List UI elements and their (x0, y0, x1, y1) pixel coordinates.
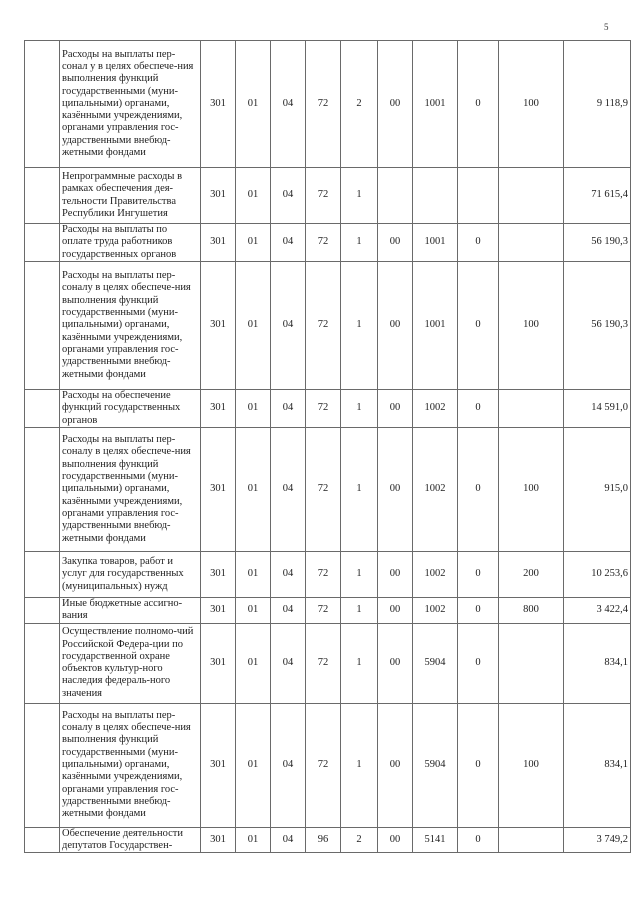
code-cell: 301 (201, 623, 236, 703)
code-cell: 1 (341, 390, 378, 428)
expense-name-cell: Расходы на выплаты пер-соналу в целях обеспече-ния выполнения функций государственными (муни-ципальными) органами, казёнными учреждениями, органами управления гос-ударственными внебюд-жетными фондами (60, 428, 201, 552)
code-cell: 1 (341, 598, 378, 624)
amount-cell: 10 253,6 (564, 552, 631, 598)
expense-name-cell: Расходы на выплаты по оплате труда работников государственных органов (60, 224, 201, 262)
code-cell: 1 (341, 552, 378, 598)
empty-cell (25, 41, 60, 168)
code-cell: 1002 (413, 428, 458, 552)
code-cell: 00 (378, 827, 413, 853)
amount-cell: 3 749,2 (564, 827, 631, 853)
code-cell (499, 168, 564, 224)
code-cell: 01 (236, 41, 271, 168)
code-cell: 1002 (413, 390, 458, 428)
code-cell: 01 (236, 703, 271, 827)
code-cell: 301 (201, 703, 236, 827)
empty-cell (25, 598, 60, 624)
code-cell: 01 (236, 224, 271, 262)
code-cell: 00 (378, 262, 413, 390)
expense-name-cell: Расходы на выплаты пер-соналу в целях обеспече-ния выполнения функций государственными (муни-ципальными) органами, казёнными учреждениями, органами управления гос-ударственными внебюд-жетными фондами (60, 703, 201, 827)
expense-name-cell: Обеспечение деятельности депутатов Государствен- (60, 827, 201, 853)
code-cell: 1002 (413, 552, 458, 598)
code-cell: 100 (499, 703, 564, 827)
code-cell: 00 (378, 623, 413, 703)
code-cell: 72 (306, 598, 341, 624)
code-cell: 04 (271, 552, 306, 598)
table-row (25, 827, 631, 853)
code-cell (499, 390, 564, 428)
code-cell: 04 (271, 703, 306, 827)
code-cell: 1 (341, 168, 378, 224)
expense-name-cell: Осуществление полномо-чий Российской Федера-ции по государственной охране объектов культур-ного наследия федераль-ного значения (60, 623, 201, 703)
table-row (25, 262, 631, 390)
code-cell: 72 (306, 262, 341, 390)
code-cell: 0 (458, 827, 499, 853)
page-number: 5 (604, 22, 609, 32)
code-cell: 01 (236, 623, 271, 703)
code-cell: 04 (271, 598, 306, 624)
empty-cell (25, 552, 60, 598)
amount-cell: 14 591,0 (564, 390, 631, 428)
code-cell: 301 (201, 224, 236, 262)
code-cell: 96 (306, 827, 341, 853)
amount-cell: 3 422,4 (564, 598, 631, 624)
code-cell (378, 168, 413, 224)
code-cell: 301 (201, 428, 236, 552)
table-row (25, 390, 631, 428)
code-cell: 72 (306, 41, 341, 168)
code-cell: 00 (378, 703, 413, 827)
code-cell (413, 168, 458, 224)
empty-cell (25, 703, 60, 827)
code-cell: 04 (271, 41, 306, 168)
code-cell: 01 (236, 552, 271, 598)
code-cell: 1002 (413, 598, 458, 624)
code-cell (458, 168, 499, 224)
amount-cell: 9 118,9 (564, 41, 631, 168)
code-cell: 72 (306, 428, 341, 552)
code-cell: 800 (499, 598, 564, 624)
code-cell: 04 (271, 390, 306, 428)
code-cell: 00 (378, 41, 413, 168)
code-cell: 100 (499, 262, 564, 390)
code-cell: 72 (306, 552, 341, 598)
code-cell: 301 (201, 41, 236, 168)
code-cell: 00 (378, 390, 413, 428)
code-cell: 04 (271, 428, 306, 552)
code-cell: 0 (458, 703, 499, 827)
code-cell (499, 827, 564, 853)
code-cell: 0 (458, 428, 499, 552)
code-cell: 01 (236, 827, 271, 853)
code-cell: 72 (306, 703, 341, 827)
code-cell: 01 (236, 598, 271, 624)
amount-cell: 71 615,4 (564, 168, 631, 224)
empty-cell (25, 428, 60, 552)
empty-cell (25, 623, 60, 703)
expense-name-cell: Расходы на выплаты пер-соналу в целях обеспече-ния выполнения функций государственными (муни-ципальными) органами, казёнными учреждениями, органами управления гос-ударственными внебюд-жетными фондами (60, 262, 201, 390)
code-cell: 01 (236, 428, 271, 552)
code-cell: 01 (236, 262, 271, 390)
code-cell: 1001 (413, 262, 458, 390)
code-cell (499, 224, 564, 262)
code-cell: 01 (236, 390, 271, 428)
code-cell: 2 (341, 41, 378, 168)
code-cell: 5141 (413, 827, 458, 853)
table-row (25, 41, 631, 168)
code-cell: 04 (271, 168, 306, 224)
code-cell: 72 (306, 224, 341, 262)
code-cell: 1 (341, 428, 378, 552)
empty-cell (25, 262, 60, 390)
amount-cell: 56 190,3 (564, 262, 631, 390)
code-cell: 301 (201, 390, 236, 428)
amount-cell: 834,1 (564, 623, 631, 703)
table-row (25, 598, 631, 624)
code-cell: 00 (378, 552, 413, 598)
empty-cell (25, 224, 60, 262)
code-cell: 5904 (413, 703, 458, 827)
table-row (25, 428, 631, 552)
code-cell: 301 (201, 598, 236, 624)
code-cell: 0 (458, 224, 499, 262)
code-cell: 100 (499, 428, 564, 552)
code-cell: 301 (201, 168, 236, 224)
empty-cell (25, 390, 60, 428)
code-cell: 301 (201, 827, 236, 853)
code-cell: 72 (306, 623, 341, 703)
code-cell: 0 (458, 552, 499, 598)
code-cell: 1 (341, 703, 378, 827)
code-cell: 72 (306, 390, 341, 428)
code-cell (499, 623, 564, 703)
code-cell: 2 (341, 827, 378, 853)
code-cell: 0 (458, 262, 499, 390)
table-row (25, 623, 631, 703)
code-cell: 00 (378, 598, 413, 624)
code-cell: 1 (341, 262, 378, 390)
code-cell: 0 (458, 390, 499, 428)
expense-name-cell: Закупка товаров, работ и услуг для государственных (муниципальных) нужд (60, 552, 201, 598)
expense-name-cell: Расходы на обеспечение функций государственных органов (60, 390, 201, 428)
code-cell: 04 (271, 827, 306, 853)
empty-cell (25, 827, 60, 853)
expense-name-cell: Расходы на выплаты пер-сонал у в целях обеспече-ния выполнения функций государственными (муни-ципальными) органами, казёнными учреждениями, органами управления гос-ударственными внебюд-жетными фондами (60, 41, 201, 168)
code-cell: 72 (306, 168, 341, 224)
code-cell: 1 (341, 623, 378, 703)
code-cell: 0 (458, 623, 499, 703)
table-row (25, 224, 631, 262)
code-cell: 04 (271, 262, 306, 390)
code-cell: 01 (236, 168, 271, 224)
code-cell: 301 (201, 262, 236, 390)
code-cell: 1001 (413, 41, 458, 168)
amount-cell: 56 190,3 (564, 224, 631, 262)
expense-name-cell: Непрограммные расходы в рамках обеспечения дея-тельности Правительства Республики Ингушетия (60, 168, 201, 224)
code-cell: 1 (341, 224, 378, 262)
amount-cell: 915,0 (564, 428, 631, 552)
code-cell: 100 (499, 41, 564, 168)
code-cell: 00 (378, 428, 413, 552)
code-cell: 0 (458, 598, 499, 624)
budget-table (24, 40, 631, 853)
code-cell: 200 (499, 552, 564, 598)
code-cell: 04 (271, 623, 306, 703)
table-row (25, 552, 631, 598)
table-row (25, 168, 631, 224)
code-cell: 301 (201, 552, 236, 598)
code-cell: 04 (271, 224, 306, 262)
code-cell: 0 (458, 41, 499, 168)
code-cell: 5904 (413, 623, 458, 703)
amount-cell: 834,1 (564, 703, 631, 827)
code-cell: 00 (378, 224, 413, 262)
table-row (25, 703, 631, 827)
expense-name-cell: Иные бюджетные ассигно-вания (60, 598, 201, 624)
empty-cell (25, 168, 60, 224)
code-cell: 1001 (413, 224, 458, 262)
